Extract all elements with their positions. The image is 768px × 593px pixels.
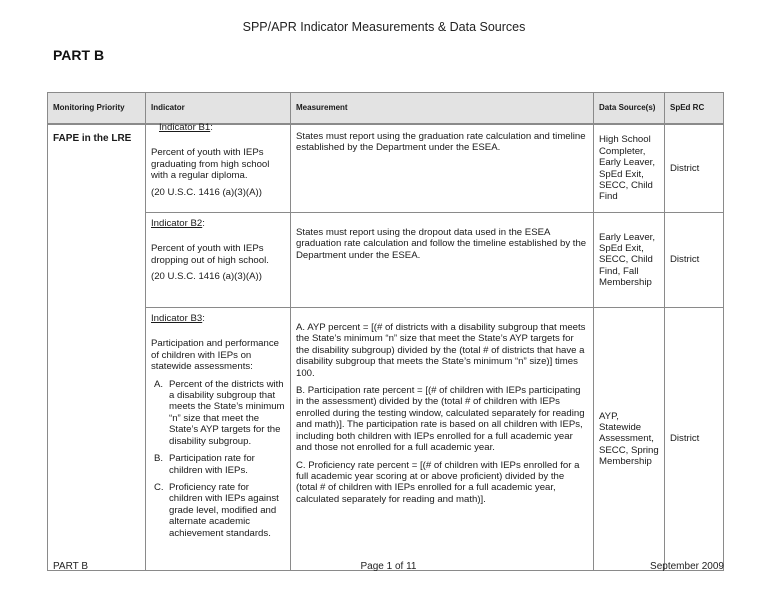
header-monitoring-priority: Monitoring Priority [48,93,146,125]
monitoring-priority-cell [48,124,146,571]
document-title: SPP/APR Indicator Measurements & Data Sources [242,20,526,34]
header-measurement: Measurement [291,93,594,125]
indicator-b1-link[interactable]: Indicator B1 [159,122,211,133]
footer-date: September 2009 [650,561,724,572]
indicator-description: Percent of youth with IEPs graduating from high school with a regular diploma. [151,147,270,182]
measurement-text: States must report using the dropout data used in the ESEA graduation rate calculation and follow the timeline established by the Department under the ESEA. [296,227,587,261]
measurement-a: A. AYP percent = [(# of districts with a disability subgroup that meets the State’s minimum “n” size that meet the State’s AYP targets for the disability subgroup) divided by the (total # of districts that have a disability subgroup that meets the State’s minimum “n” size)] times 100. [296,322,586,379]
indicator-b2-link[interactable]: Indicator B2 [151,218,203,230]
indicator-citation: (20 U.S.C. 1416 (a)(3)(A)) [151,186,262,198]
measurement-text: States must report using the graduation rate calculation and timeline established by the Department under the ESEA. [296,131,586,154]
measurement-cell [291,308,594,571]
data-sources-cell: AYP, Statewide Assessment, SECC, Spring Membership [594,308,665,571]
indicator-description: Percent of youth with IEPs dropping out of high school. [151,243,269,266]
footer-part: PART B [53,561,89,572]
indicator-cell: Indicator B1: Percent of youth with IEPs graduating from high school with a regular diploma. (20 U.S.C. 1416 (a)(3)(A)) [146,124,291,213]
indicator-cell: Indicator B3: Participation and performance of children with IEPs on statewide assessments: A. Percent of the districts with a disability subgroup that meets the State’s minimum “n” size that meet the State’s AYP targets for the disability subgroup. B. Participation rate for children with IEPs. C. Proficiency rate for children with IEPs against grade level, modified and alternate academic achievement standards. [146,308,291,571]
data-sources-cell: High School Completer, Early Leaver, SpEd Exit, SECC, Child Find [594,124,665,213]
table-row [48,124,724,213]
sub-item-c: C. Proficiency rate for children with IEPs against grade level, modified and alternate academic achievement standards. [154,481,279,539]
sub-item-a: A. Percent of the districts with a disability subgroup that meets the State’s minimum “n” size that meet the State’s AYP targets for the disability subgroup. [154,378,285,447]
measurement-c: C. Proficiency rate percent = [(# of children with IEPs enrolled for a full academic year scoring at or above proficient) divided by the (total # of children with IEPs enrolled for a full academic year, calculated separately for reading and math)]. [296,459,580,505]
header-data-sources: Data Source(s) [594,93,665,125]
footer-page-number: Page 1 of 11 [360,561,417,572]
measurement-b: B. Participation rate percent = [(# of children with IEPs participating in the assessment) divided by the (total # of children with IEPs enrolled during the testing window, calculated separately for reading and math)]. The participation rate is based on all children with IEPs, including both children with IEPs enrolled for a full academic year and those not enrolled for a full academic year. [296,385,585,454]
header-sped-rc: SpEd RC [665,93,724,125]
table-row [48,213,724,308]
table-row [48,308,724,571]
indicator-sub-list [151,379,285,539]
sped-rc-cell: District [665,213,724,308]
measurement-cell [291,124,594,213]
sped-rc-cell: District [665,308,724,571]
indicator-description: Participation and performance of children with IEPs on statewide assessments: [151,338,279,373]
part-heading: PART B [53,47,105,63]
sub-item-b: B. Participation rate for children with IEPs. [154,453,255,476]
indicator-cell: Indicator B2: Percent of youth with IEPs dropping out of high school. (20 U.S.C. 1416 (a)(3)(A)) [146,213,291,308]
header-indicator: Indicator [146,93,291,125]
indicator-citation: (20 U.S.C. 1416 (a)(3)(A)) [151,271,262,283]
measurement-cell [291,213,594,308]
indicator-b3-link[interactable]: Indicator B3 [151,313,203,325]
indicator-table [47,92,724,571]
table-header-row [48,93,724,125]
sped-rc-cell: District [665,124,724,213]
data-sources-cell: Early Leaver, SpEd Exit, SECC, Child Find, Fall Membership [594,213,665,308]
priority-label: FAPE in the LRE [53,133,132,144]
